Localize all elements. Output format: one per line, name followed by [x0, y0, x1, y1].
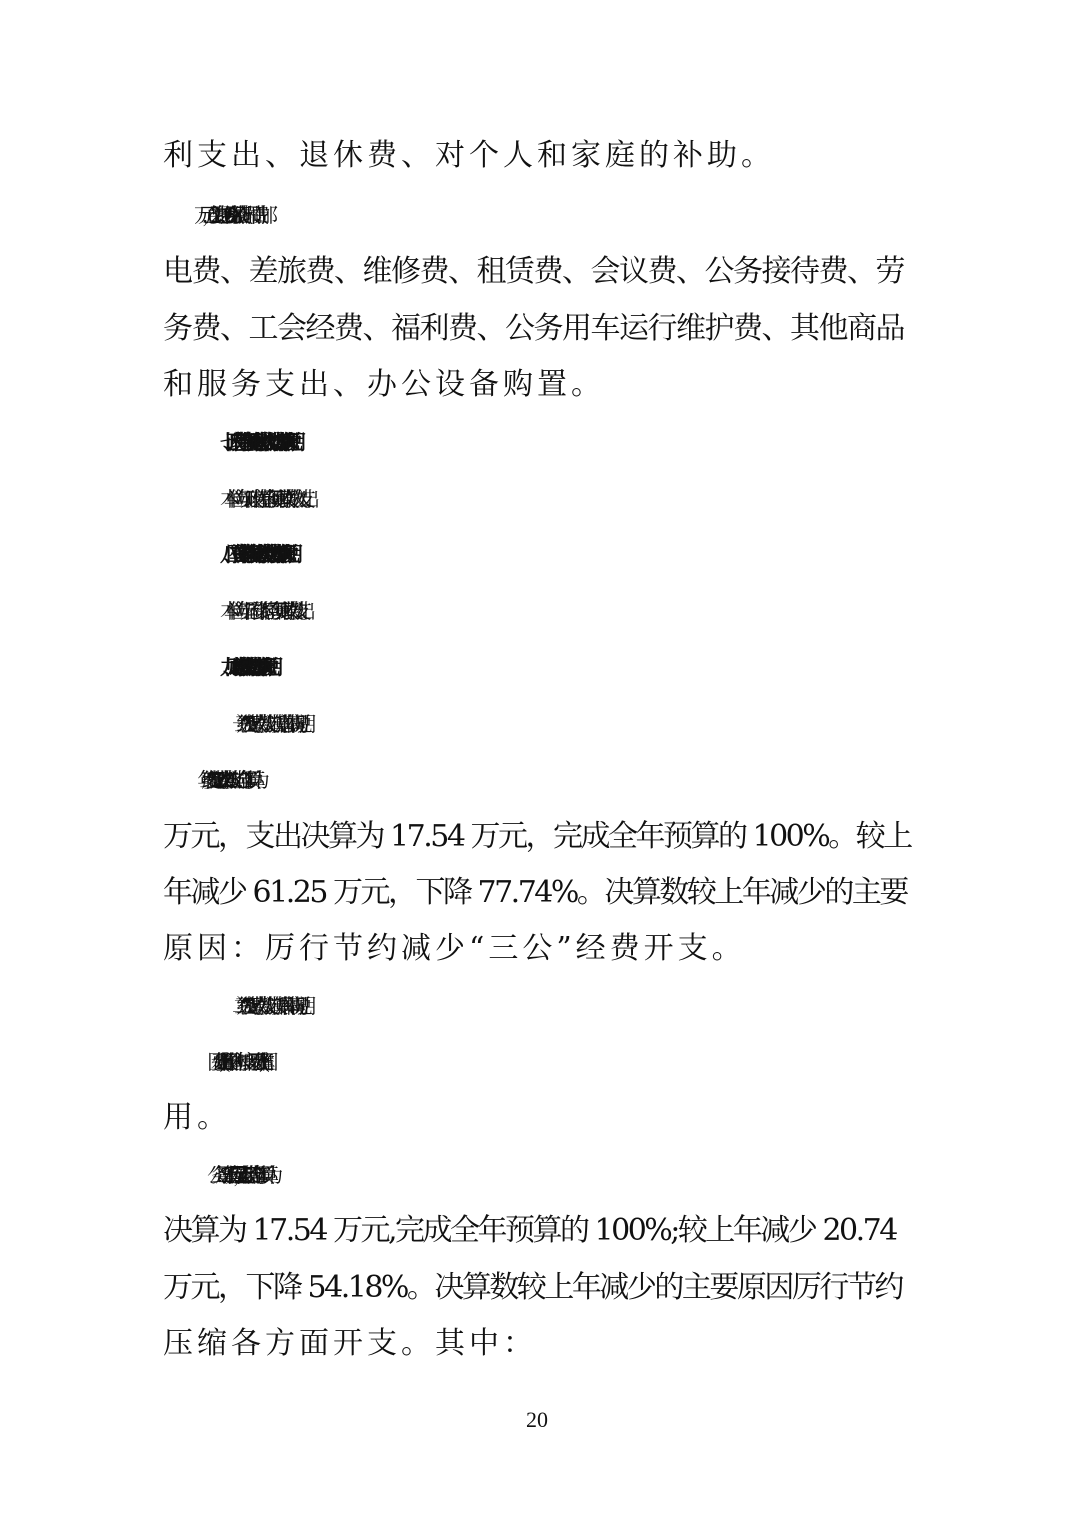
body-text-line: 原因：厉行节约减少“三公”经费开支。: [163, 931, 746, 966]
subsection-heading: （一）“三公”经费财政拨款支出决算总体情况说明。: [228, 712, 305, 736]
body-text-line: 和服务支出、办公设备购置。: [163, 367, 605, 402]
body-text-line: 决算为 17.54 万元,完成全年预算的 100%;较上年减少 20.74: [163, 1213, 896, 1248]
body-text-line: 压缩各方面开支。其中：: [163, 1326, 537, 1361]
body-text-line: 1.因公出国(境)费。我单位本年度无因公出国(境)费: [220, 1050, 255, 1074]
body-text-line: 万元，下降 54.18%。决算数较上年减少的主要原因厉行节约: [163, 1270, 902, 1305]
body-text-line: 利支出、退休费、对个人和家庭的补助。: [163, 138, 775, 173]
body-text-line: 电费、差旅费、维修费、租赁费、会议费、公务接待费、劳: [163, 254, 904, 289]
body-text-line: 本单位当年无国有资本经营预算财政拨款支出。: [220, 599, 304, 623]
body-text-line: 2.公务用车购置及运行费全年预算为 17.54 万元，支出: [220, 1163, 246, 1187]
section-heading: 八、国有资本经营预算财政拨款支出决算情况说明: [220, 542, 286, 566]
body-text-line: 用。: [163, 1100, 231, 1135]
subsection-heading: （二）“三公”经费财政拨款支出决算具体情况说明。: [228, 994, 305, 1018]
body-text-line: 年减少 61.25 万元，下降 77.74%。决算数较上年减少的主要: [163, 875, 907, 910]
body-text-line: 公用经费 96.26 万元，主要包括：办公费、印刷费、邮: [220, 203, 262, 227]
body-text-line: 2023 年度“三公”经费财政拨款支出全年预算为 17.54: [220, 768, 222, 792]
body-text-line: 务费、工会经费、福利费、公务用车运行维护费、其他商品: [163, 311, 904, 346]
body-text-line: 本单位当年无政府性基金预算财政拨款收入支出。: [220, 487, 308, 511]
section-heading: 七、政府性基金预算财政拨款收入支出决算情况说明: [220, 430, 289, 454]
section-heading: 九、财政拨款“三公”经费支出决算情况说明: [220, 655, 267, 679]
page-number: 20: [526, 1407, 548, 1432]
body-text-line: 万元，支出决算为 17.54 万元，完成全年预算的 100%。较上: [163, 819, 911, 854]
